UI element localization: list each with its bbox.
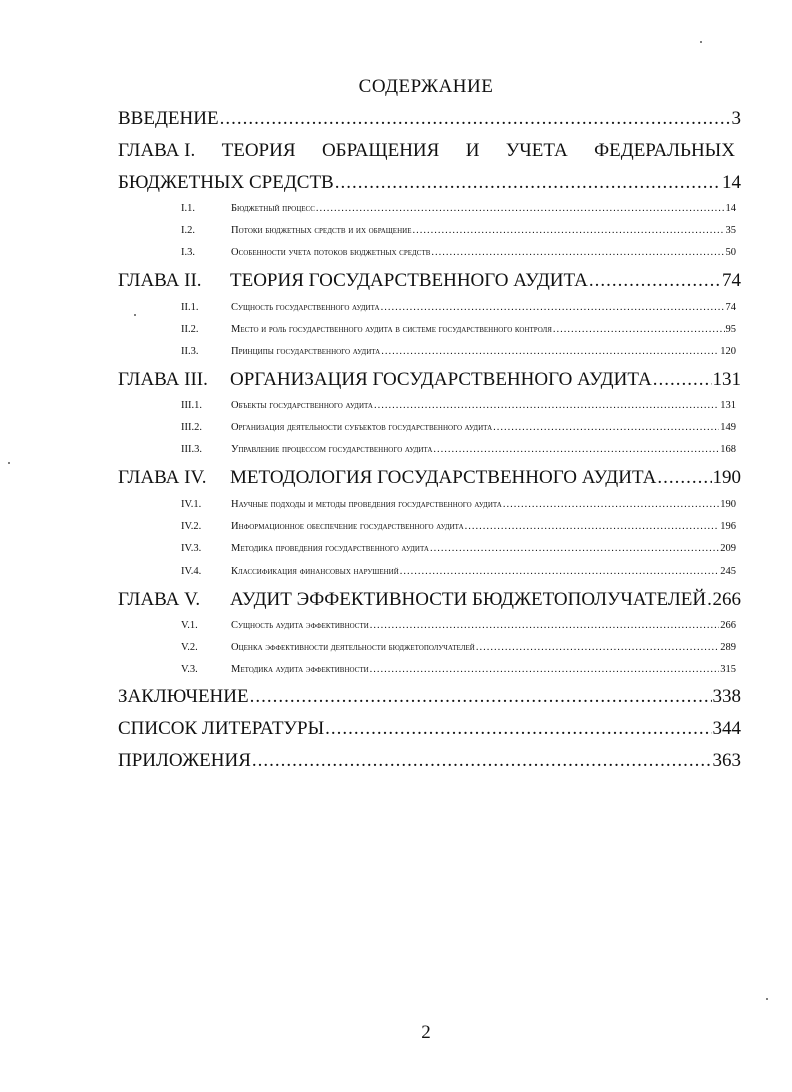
leader-dots <box>381 346 719 357</box>
scan-speck <box>8 462 10 464</box>
section-page: 196 <box>720 521 736 532</box>
section-page: 95 <box>725 324 736 335</box>
section-code: V.2. <box>181 642 198 653</box>
entry-page: 74 <box>722 270 741 291</box>
leader-dots <box>325 718 711 740</box>
section-code: V.3. <box>181 664 198 675</box>
toc-entry-conclusion[interactable] <box>118 686 741 708</box>
section-page: 289 <box>720 642 736 653</box>
entry-title: ВВЕДЕНИЕ <box>118 108 219 129</box>
page-number: 2 <box>421 1022 431 1043</box>
toc-entry-appendices[interactable] <box>118 750 741 772</box>
chapter-code: ГЛАВА III. <box>118 369 208 390</box>
section-page: 120 <box>720 346 736 357</box>
section-code: V.1. <box>181 620 198 631</box>
leader-dots <box>381 302 725 313</box>
leader-dots <box>465 521 720 532</box>
leader-dots <box>335 172 721 194</box>
chapter-code: ГЛАВА V. <box>118 589 201 610</box>
toc-section[interactable] <box>181 543 736 554</box>
toc-entry-chapter-3[interactable] <box>118 369 741 391</box>
chapter-title: БЮДЖЕТНЫХ СРЕДСТВ <box>118 172 334 193</box>
entry-title: ЗАКЛЮЧЕНИЕ <box>118 686 249 707</box>
section-code: III.2. <box>181 422 202 433</box>
entry-page: 14 <box>722 172 741 193</box>
entry-title: ПРИЛОЖЕНИЯ <box>118 750 251 771</box>
scan-speck <box>700 41 702 43</box>
section-code: IV.2. <box>181 521 202 532</box>
section-page: 131 <box>720 400 736 411</box>
section-title: Информационное обеспечение государственного аудита <box>231 521 464 532</box>
toc-section[interactable] <box>181 566 736 577</box>
section-code: I.2. <box>181 225 195 236</box>
toc-entry-chapter-5[interactable] <box>118 589 741 611</box>
leader-dots <box>553 324 725 335</box>
leader-dots <box>430 543 719 554</box>
toc-section[interactable] <box>181 499 736 510</box>
toc-section[interactable] <box>181 422 736 433</box>
section-page: 209 <box>720 543 736 554</box>
section-title: Потоки бюджетных средств и их обращение <box>231 225 412 236</box>
toc-section[interactable] <box>181 521 736 532</box>
section-page: 245 <box>720 566 736 577</box>
chapter-word: ФЕДЕРАЛЬНЫХ <box>594 140 735 161</box>
section-code: I.3. <box>181 247 195 258</box>
chapter-word: И <box>465 140 480 161</box>
section-title: Бюджетный процесс <box>231 203 315 214</box>
section-code: II.1. <box>181 302 199 313</box>
toc-section[interactable] <box>181 642 736 653</box>
leader-dots <box>370 664 720 675</box>
entry-page: 344 <box>712 718 741 739</box>
chapter-word: ТЕОРИЯ <box>221 140 296 161</box>
leader-dots <box>657 467 711 489</box>
toc-entry-chapter-1-line-2[interactable] <box>118 172 741 194</box>
section-title: Управление процессом государственного аудита <box>231 444 433 455</box>
section-code: III.1. <box>181 400 202 411</box>
section-title: Научные подходы и методы проведения государственного аудита <box>231 499 502 510</box>
chapter-word: ОБРАЩЕНИЯ <box>321 140 440 161</box>
section-title: Сущность государственного аудита <box>231 302 380 313</box>
scan-speck <box>766 998 768 1000</box>
section-title: Методика аудита эффективности <box>231 664 369 675</box>
section-code: II.2. <box>181 324 199 335</box>
toc-entry-chapter-4[interactable] <box>118 467 741 489</box>
leader-dots <box>493 422 719 433</box>
toc-section[interactable] <box>181 444 736 455</box>
section-code: IV.1. <box>181 499 202 510</box>
toc-section[interactable] <box>181 247 736 258</box>
leader-dots <box>370 620 719 631</box>
section-title: Место и роль государственного аудита в системе государственного контроля <box>231 324 552 335</box>
section-title: Объекты государственного аудита <box>231 400 373 411</box>
toc-section[interactable] <box>181 324 736 335</box>
toc-entry-chapter-2[interactable] <box>118 270 741 292</box>
chapter-word: УЧЕТА <box>505 140 568 161</box>
section-code: III.3. <box>181 444 202 455</box>
toc-title: СОДЕРЖАНИЕ <box>358 76 494 97</box>
toc-section[interactable] <box>181 203 736 214</box>
chapter-title: ТЕОРИЯ ГОСУДАРСТВЕННОГО АУДИТА <box>230 270 588 291</box>
section-title: Принципы государственного аудита <box>231 346 381 357</box>
section-page: 266 <box>720 620 736 631</box>
leader-dots <box>316 203 725 214</box>
entry-page: 266 <box>712 589 741 610</box>
section-code: II.3. <box>181 346 199 357</box>
leader-dots <box>431 247 724 258</box>
entry-title: СПИСОК ЛИТЕРАТУРЫ <box>118 718 325 739</box>
entry-page: 363 <box>712 750 741 771</box>
entry-page: 190 <box>712 467 741 488</box>
section-page: 190 <box>720 499 736 510</box>
leader-dots <box>476 642 719 653</box>
section-page: 74 <box>725 302 736 313</box>
leader-dots <box>589 270 721 292</box>
section-title: Методика проведения государственного аудита <box>231 543 429 554</box>
chapter-title: ОРГАНИЗАЦИЯ ГОСУДАРСТВЕННОГО АУДИТА <box>230 369 652 390</box>
leader-dots <box>220 108 731 130</box>
toc-section[interactable] <box>181 620 736 631</box>
section-code: IV.3. <box>181 543 202 554</box>
toc-section[interactable] <box>181 400 736 411</box>
toc-section[interactable] <box>181 346 736 357</box>
section-title: Оценка эффективности деятельности бюджетополучателей <box>231 642 475 653</box>
toc-entry-references[interactable] <box>118 718 741 740</box>
entry-page: 131 <box>712 369 741 390</box>
section-page: 50 <box>725 247 736 258</box>
entry-page: 338 <box>712 686 741 707</box>
chapter-code: ГЛАВА I. <box>118 140 196 161</box>
chapter-code: ГЛАВА IV. <box>118 467 207 488</box>
leader-dots <box>374 400 719 411</box>
scan-speck <box>134 314 136 316</box>
leader-dots <box>503 499 719 510</box>
section-title: Классификация финансовых нарушений <box>231 566 399 577</box>
toc-section[interactable] <box>181 664 736 675</box>
toc-entry-chapter-1-line-1[interactable] <box>118 140 735 162</box>
section-code: I.1. <box>181 203 195 214</box>
leader-dots <box>653 369 712 391</box>
section-page: 35 <box>725 225 736 236</box>
toc-section[interactable] <box>181 302 736 313</box>
section-code: IV.4. <box>181 566 202 577</box>
leader-dots <box>707 589 711 611</box>
section-title: Организация деятельности субъектов государственного аудита <box>231 422 493 433</box>
section-page: 14 <box>725 203 736 214</box>
section-page: 315 <box>720 664 736 675</box>
section-title: Сущность аудита эффективности <box>231 620 369 631</box>
leader-dots <box>400 566 719 577</box>
chapter-title: АУДИТ ЭФФЕКТИВНОСТИ БЮДЖЕТОПОЛУЧАТЕЛЕЙ <box>230 589 707 610</box>
leader-dots <box>250 686 712 708</box>
entry-page: 3 <box>731 108 741 129</box>
section-page: 168 <box>720 444 736 455</box>
chapter-code: ГЛАВА II. <box>118 270 202 291</box>
leader-dots <box>412 225 724 236</box>
toc-section[interactable] <box>181 225 736 236</box>
toc-entry-intro[interactable] <box>118 108 741 130</box>
chapter-title: МЕТОДОЛОГИЯ ГОСУДАРСТВЕННОГО АУДИТА <box>230 467 657 488</box>
section-title: Особенности учета потоков бюджетных средств <box>231 247 431 258</box>
leader-dots <box>433 444 719 455</box>
leader-dots <box>252 750 712 772</box>
section-page: 149 <box>720 422 736 433</box>
